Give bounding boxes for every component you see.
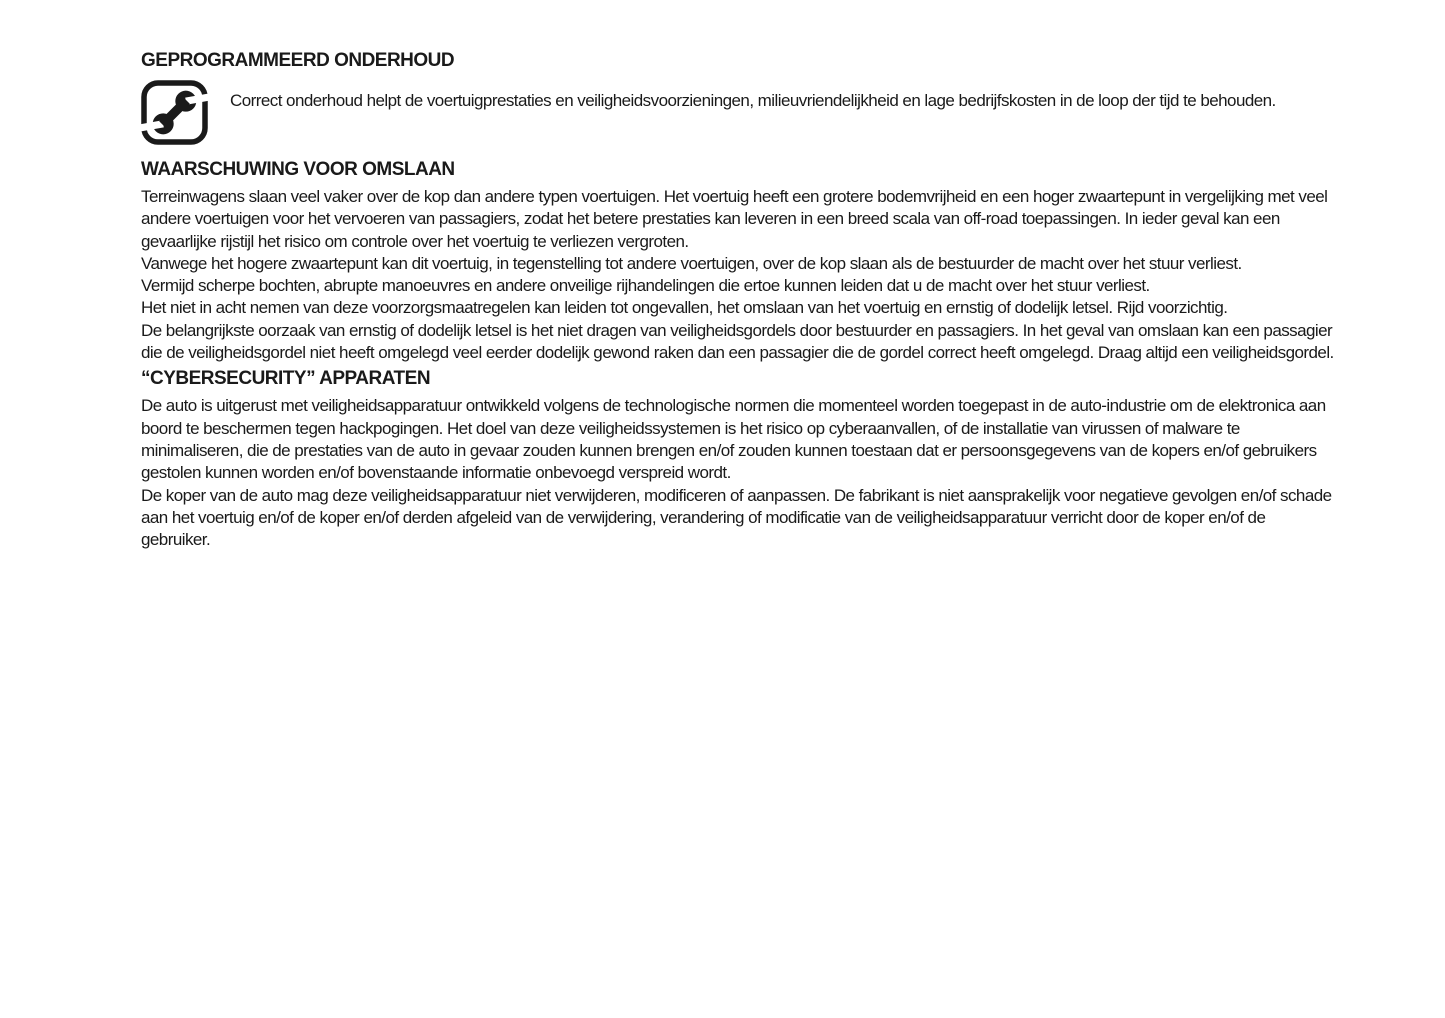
manual-page [141,50,1338,551]
wrench-icon [141,80,208,145]
section-heading-rollover-warning: WAARSCHUWING VOOR OMSLAAN [141,159,455,180]
section-heading-cybersecurity: “CYBERSECURITY” APPARATEN [141,368,431,390]
rollover-paragraph-1: Terreinwagens slaan veel vaker over de kop dan andere typen voertuigen. Het voertuig heeft een grotere bodemvrijheid en een hoger zwaartepunt in vergelijking met veel andere voertuigen voor het vervoeren van passagiers, zodat het betere prestaties kan leveren in een breed scala van off-road toepassingen. In ieder geval kan een gevaarlijke rijstijl het risico om controle over het voertuig te verliezen vergroten. [141,187,1328,251]
cybersecurity-paragraph-1: De auto is uitgerust met veiligheidsapparatuur ontwikkeld volgens de technologische normen die momenteel worden toegepast in de auto-industrie om de elektronica aan boord te beschermen tegen hackpogingen. Het doel van deze veiligheidssystemen is het risico op cyberaanvallen, of de installatie van virussen of malware te minimaliseren, die de prestaties van de auto in gevaar zouden kunnen brengen en/of zouden kunnen toestaan dat er persoonsgegevens van de kopers en/of gebruikers gestolen kunnen worden en/of bovenstaande informatie onbevoegd verspreid wordt. [141,396,1326,483]
maintenance-paragraph: Correct onderhoud helpt de voertuigprestaties en veiligheidsvoorzieningen, milieuvriendelijkheid en lage bedrijfskosten in de loop der tijd te behouden. [230,91,1276,110]
rollover-paragraph-2: Vanwege het hogere zwaartepunt kan dit voertuig, in tegenstelling tot andere voertuigen, over de kop slaan als de bestuurder de macht over het stuur verliest. [141,253,1242,273]
section-scheduled-maintenance [141,50,1338,145]
section-heading-scheduled-maintenance: GEPROGRAMMEERD ONDERHOUD [141,50,455,71]
section-cybersecurity [141,368,1338,551]
rollover-paragraph-5: De belangrijkste oorzaak van ernstig of dodelijk letsel is het niet dragen van veiligheidsgordels door bestuurder en passagiers. In het geval van omslaan kan een passagier die de veiligheidsgordel niet heeft omgelegd veel eerder dodelijk gewond raken dan een passagier die de gordel correct heeft omgelegd. Draag altijd een veiligheidsgordel. [141,320,1334,363]
rollover-paragraph-4: Het niet in acht nemen van deze voorzorgsmaatregelen kan leiden tot ongevallen, het omslaan van het voertuig en ernstig of dodelijk letsel. Rijd voorzichtig. [141,298,1228,318]
cybersecurity-paragraph-2: De koper van de auto mag deze veiligheidsapparatuur niet verwijderen, modificeren of aanpassen. De fabrikant is niet aansprakelijk voor negatieve gevolgen en/of schade aan het voertuig en/of de koper en/of derden afgeleid van de verwijdering, verandering of modificatie van de veiligheidsapparatuur verricht door de koper en/of de gebruiker. [141,485,1332,550]
rollover-paragraph-3: Vermijd scherpe bochten, abrupte manoeuvres en andere onveilige rijhandelingen die ertoe kunnen leiden dat u de macht over het stuur verliest. [141,276,1150,296]
section-rollover-warning [141,159,1338,364]
maintenance-icon-row [141,80,1338,145]
